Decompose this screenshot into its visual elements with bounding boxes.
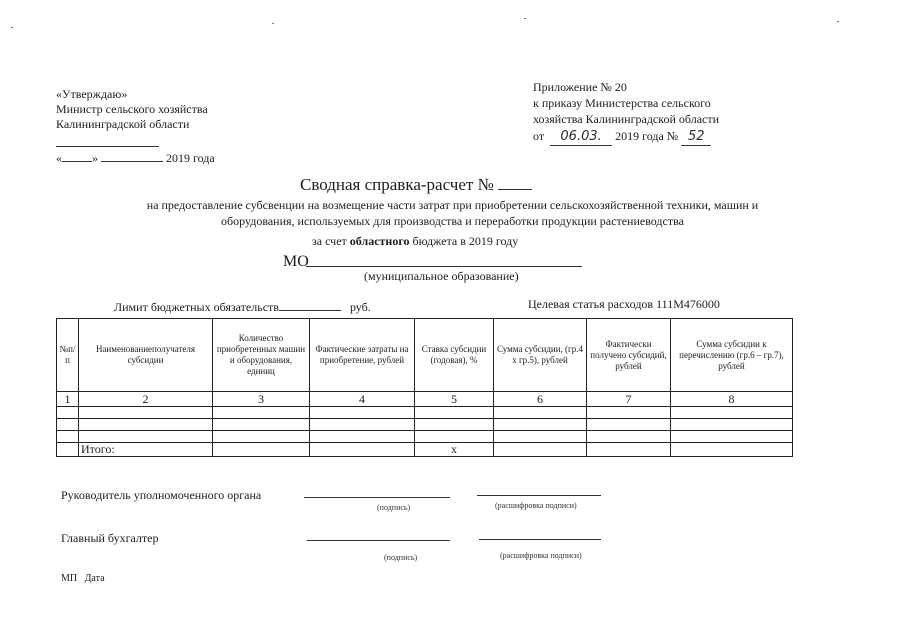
approval-region-line: Калининградской области	[56, 117, 190, 131]
scan-speck	[11, 27, 13, 28]
table-cell	[310, 431, 415, 443]
table-cell	[79, 407, 213, 419]
subtitle-line-2: оборудования, используемых для производства и переработки продукции растениеводства	[221, 214, 684, 228]
total-label: Итого:	[79, 443, 213, 457]
chief-accountant-label: Главный бухгалтер	[61, 531, 159, 545]
document-title-text: Сводная справка-расчет №	[300, 175, 494, 194]
subtitle-budget-prefix: за счет	[312, 234, 347, 248]
table-cell	[494, 419, 587, 431]
approval-day-blank	[62, 161, 92, 162]
header-cell: Сумма субсидии, (гр.4 х гр.5), рублей	[494, 319, 587, 392]
head-decode-caption: (расшифровка подписи)	[495, 501, 577, 510]
accountant-signature-caption: (подпись)	[384, 553, 418, 562]
subtitle-line-3	[312, 233, 518, 249]
table-cell	[494, 431, 587, 443]
subtitle-budget-bold: областного	[349, 234, 410, 248]
approval-stamp-line: «Утверждаю»	[56, 87, 128, 101]
table-cell	[671, 443, 793, 457]
table-row	[57, 431, 793, 443]
table-cell	[587, 443, 671, 457]
total-rate-mark: х	[415, 443, 494, 457]
table-cell	[587, 407, 671, 419]
mo-field-line	[306, 266, 582, 267]
header-cell: №п/п	[57, 319, 79, 392]
column-number-cell: 7	[587, 392, 671, 407]
column-number-cell: 1	[57, 392, 79, 407]
table-cell	[79, 419, 213, 431]
table-row	[57, 407, 793, 419]
appendix-year-label: 2019 года №	[615, 129, 679, 143]
table-cell	[310, 443, 415, 457]
mo-label: МО	[283, 253, 309, 270]
table-cell	[213, 419, 310, 431]
table-cell	[310, 419, 415, 431]
table-cell	[587, 419, 671, 431]
table-cell	[415, 407, 494, 419]
approval-minister-line: Министр сельского хозяйства	[56, 102, 208, 116]
approval-date-open-quote: «	[56, 151, 62, 165]
head-of-authority-label: Руководитель уполномоченного органа	[61, 488, 262, 502]
table-cell	[587, 431, 671, 443]
column-number-cell: 5	[415, 392, 494, 407]
column-number-row	[57, 392, 793, 407]
limit-line	[114, 299, 371, 315]
table-cell	[671, 431, 793, 443]
scan-speck	[524, 18, 526, 19]
target-article: Целевая статья расходов 111М476000	[528, 297, 720, 311]
mo-caption: (муниципальное образование)	[364, 269, 519, 283]
head-signature-line	[304, 497, 450, 498]
approval-date-line	[56, 150, 215, 166]
appendix-order-line: к приказу Министерства сельского	[533, 96, 711, 110]
appendix-date-handwritten: 06.03.	[550, 129, 612, 146]
table-cell	[213, 443, 310, 457]
table-cell	[310, 407, 415, 419]
table-cell	[57, 419, 79, 431]
subsidy-table	[56, 318, 793, 457]
scan-speck	[837, 21, 839, 22]
approval-signature-line	[56, 146, 159, 147]
subtitle-line-1: на предоставление субсвенции на возмещение части затрат при приобретении сельскохозяйственной техники, машин и	[146, 198, 759, 212]
scan-speck	[272, 23, 274, 24]
approval-date-close-quote: »	[92, 151, 98, 165]
approval-year: 2019 года	[166, 151, 215, 165]
table-cell	[671, 407, 793, 419]
header-cell: Фактически получено субсидий, рублей	[587, 319, 671, 392]
table-cell	[494, 443, 587, 457]
column-number-cell: 6	[494, 392, 587, 407]
table-cell	[415, 431, 494, 443]
table-cell	[57, 407, 79, 419]
table-cell	[213, 407, 310, 419]
column-number-cell: 8	[671, 392, 793, 407]
header-cell: Количество приобретенных машин и оборудования, единиц	[213, 319, 310, 392]
approval-month-blank	[101, 161, 163, 162]
header-cell: Фактические затраты на приобретение, рублей	[310, 319, 415, 392]
table-cell	[494, 407, 587, 419]
document-number-blank	[498, 189, 532, 190]
table-cell	[79, 431, 213, 443]
stamp-date-label: МП Дата	[61, 573, 105, 584]
limit-unit: руб.	[349, 300, 371, 314]
appendix-ministry-line: хозяйства Калининградской области	[533, 112, 720, 126]
appendix-number: Приложение № 20	[533, 80, 627, 94]
appendix-number-handwritten: 52	[681, 129, 711, 146]
column-number-cell: 2	[79, 392, 213, 407]
accountant-decode-caption: (расшифровка подписи)	[500, 551, 582, 560]
subtitle-budget-suffix: бюджета в 2019 году	[412, 234, 519, 248]
document-title	[300, 175, 532, 195]
total-row	[57, 443, 793, 457]
header-cell: Наименованиеполучателя субсидии	[79, 319, 213, 392]
head-decode-line	[477, 495, 601, 496]
column-number-cell: 3	[213, 392, 310, 407]
limit-label: Лимит бюджетных обязательств	[114, 300, 279, 314]
table-row	[57, 419, 793, 431]
appendix-date-line	[533, 128, 711, 146]
column-number-cell: 4	[310, 392, 415, 407]
head-signature-caption: (подпись)	[377, 503, 411, 512]
accountant-decode-line	[479, 539, 601, 540]
table-cell	[57, 431, 79, 443]
limit-value-blank	[279, 310, 341, 311]
accountant-signature-line	[307, 540, 450, 541]
table-cell	[213, 431, 310, 443]
header-cell: Сумма субсидии к перечислению (гр.6 – гр.7), рублей	[671, 319, 793, 392]
appendix-from-label: от	[533, 129, 545, 143]
table-cell	[671, 419, 793, 431]
header-cell: Ставка субсидии (годовая), %	[415, 319, 494, 392]
table-header-row	[57, 319, 793, 392]
table-cell	[57, 443, 79, 457]
table-cell	[415, 419, 494, 431]
